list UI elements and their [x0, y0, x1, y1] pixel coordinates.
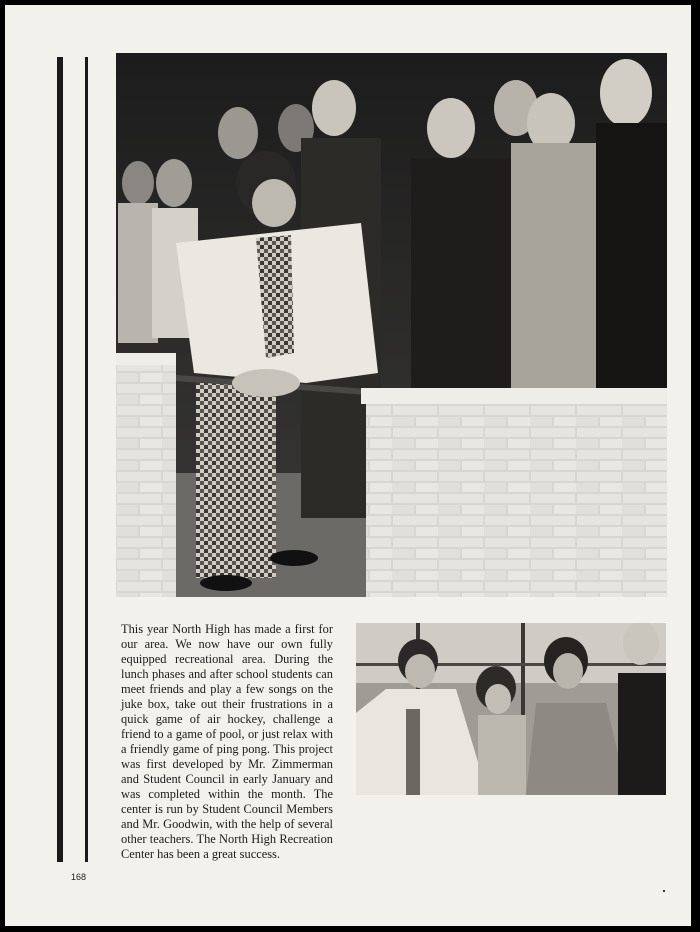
ribbon-cutting-image: [116, 53, 667, 597]
vertical-rule-thick: [57, 57, 63, 862]
students-group-photo: [356, 623, 666, 795]
yearbook-page: [5, 5, 691, 926]
vertical-rule-thin: [85, 57, 88, 862]
students-group-image: [356, 623, 666, 795]
article-body: This year North High has made a first for our area. We now have our own fully equipped recreational area. During the lunch phases and after school students can meet friends and play a few songs on the juke box, take out their frustrations in a quick game of air hockey, challenge a friend to a game of pool, or just relax with a friendly game of ping pong. This project was first developed by Mr. Zimmerman and Student Council in early January and was completed within the month. The center is run by Student Council Members and Mr. Goodwin, with the help of several other teachers. The North High Recreation Center has been a great success.: [121, 622, 333, 861]
ribbon-cutting-photo: [116, 53, 667, 597]
print-dot: [663, 890, 665, 892]
page-number: 168: [71, 872, 87, 882]
